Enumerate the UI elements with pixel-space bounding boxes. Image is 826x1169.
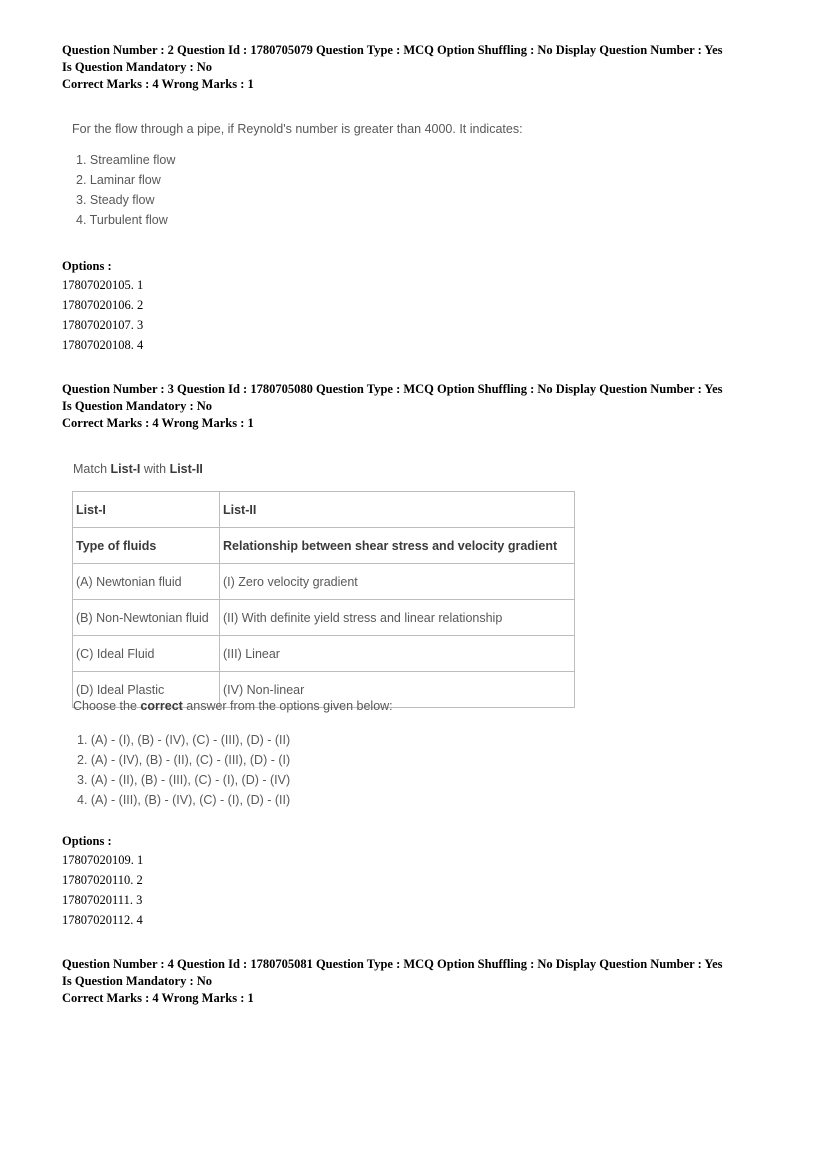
q3-intro: [73, 462, 203, 476]
q4-header: [62, 956, 782, 1007]
q2-option-2: 17807020106. 2: [62, 298, 144, 312]
q3-choice-block: [77, 730, 290, 810]
table-cell: (D) Ideal Plastic: [73, 672, 220, 708]
q3-intro-list1: List-I: [110, 462, 141, 476]
q4-header-line3: Correct Marks : 4 Wrong Marks : 1: [62, 991, 254, 1005]
q3-header: [62, 381, 782, 432]
q3-intro-prefix: Match: [73, 462, 111, 476]
q3-option-1: 17807020109. 1: [62, 853, 144, 867]
q3-intro-list2: List-II: [169, 462, 203, 476]
q2-option-3: 17807020107. 3: [62, 318, 144, 332]
q3-choose-instruction: [73, 699, 393, 713]
q2-header-line1: Question Number : 2 Question Id : 1780705079 Question Type : MCQ Option Shuffling : No Display Question Number : Yes: [62, 43, 723, 57]
q2-header-line3: Correct Marks : 4 Wrong Marks : 1: [62, 77, 254, 91]
q3-option-4: 17807020112. 4: [62, 913, 143, 927]
q3-option-2: 17807020110. 2: [62, 873, 143, 887]
table-cell: (B) Non-Newtonian fluid: [73, 600, 220, 636]
q2-choice-1: 1. Streamline flow: [76, 153, 176, 167]
q3-match-table-wrap: [72, 491, 575, 708]
table-header-row: [73, 528, 575, 564]
q3-choose-bold: correct: [140, 699, 183, 713]
table-cell: (III) Linear: [220, 636, 575, 672]
q3-choice-1: 1. (A) - (I), (B) - (IV), (C) - (III), (D) - (II): [77, 733, 291, 747]
table-row: [73, 600, 575, 636]
q3-options-label: Options :: [62, 834, 112, 848]
table-cell: (I) Zero velocity gradient: [220, 564, 575, 600]
table-cell: Type of fluids: [73, 528, 220, 564]
q4-header-line1: Question Number : 4 Question Id : 1780705081 Question Type : MCQ Option Shuffling : No Display Question Number : Yes: [62, 957, 723, 971]
table-cell: List-I: [73, 492, 220, 528]
q3-choice-3: 3. (A) - (II), (B) - (III), (C) - (I), (D) - (IV): [77, 773, 291, 787]
table-row: [73, 564, 575, 600]
q3-header-line3: Correct Marks : 4 Wrong Marks : 1: [62, 416, 254, 430]
table-cell: (C) Ideal Fluid: [73, 636, 220, 672]
q3-choice-2: 2. (A) - (IV), (B) - (II), (C) - (III), (D) - (I): [77, 753, 291, 767]
q2-header: [62, 42, 782, 93]
q2-choice-4: 4. Turbulent flow: [76, 213, 168, 227]
table-cell: (A) Newtonian fluid: [73, 564, 220, 600]
q3-header-line1: Question Number : 3 Question Id : 1780705080 Question Type : MCQ Option Shuffling : No Display Question Number : Yes: [62, 382, 723, 396]
q2-choice-list: [76, 150, 523, 230]
q2-option-4: 17807020108. 4: [62, 338, 144, 352]
q3-choose-suffix: answer from the options given below:: [182, 699, 393, 713]
q3-choose-prefix: Choose the: [73, 699, 141, 713]
table-cell: List-II: [220, 492, 575, 528]
q3-options-list: [62, 850, 143, 930]
table-cell: (II) With definite yield stress and linear relationship: [220, 600, 575, 636]
q2-options-label: Options :: [62, 259, 112, 273]
q3-match-table: [72, 491, 575, 708]
q2-choice-3: 3. Steady flow: [76, 193, 155, 207]
q2-choice-2: 2. Laminar flow: [76, 173, 161, 187]
q2-header-line2: Is Question Mandatory : No: [62, 60, 213, 74]
table-cell: Relationship between shear stress and velocity gradient: [220, 528, 575, 564]
q2-question-image: [72, 122, 523, 230]
q3-choice-4: 4. (A) - (III), (B) - (IV), (C) - (I), (D) - (II): [77, 793, 291, 807]
q2-options-list: [62, 275, 143, 355]
table-cell: (IV) Non-linear: [220, 672, 575, 708]
q3-header-line2: Is Question Mandatory : No: [62, 399, 213, 413]
q3-option-3: 17807020111. 3: [62, 893, 143, 907]
q4-header-line2: Is Question Mandatory : No: [62, 974, 213, 988]
q2-question-text: For the flow through a pipe, if Reynold's number is greater than 4000. It indicates:: [72, 122, 523, 136]
q3-intro-mid: with: [140, 462, 170, 476]
q3-choice-list: [77, 730, 290, 810]
table-row: [73, 636, 575, 672]
table-header-row: [73, 492, 575, 528]
q2-option-1: 17807020105. 1: [62, 278, 144, 292]
